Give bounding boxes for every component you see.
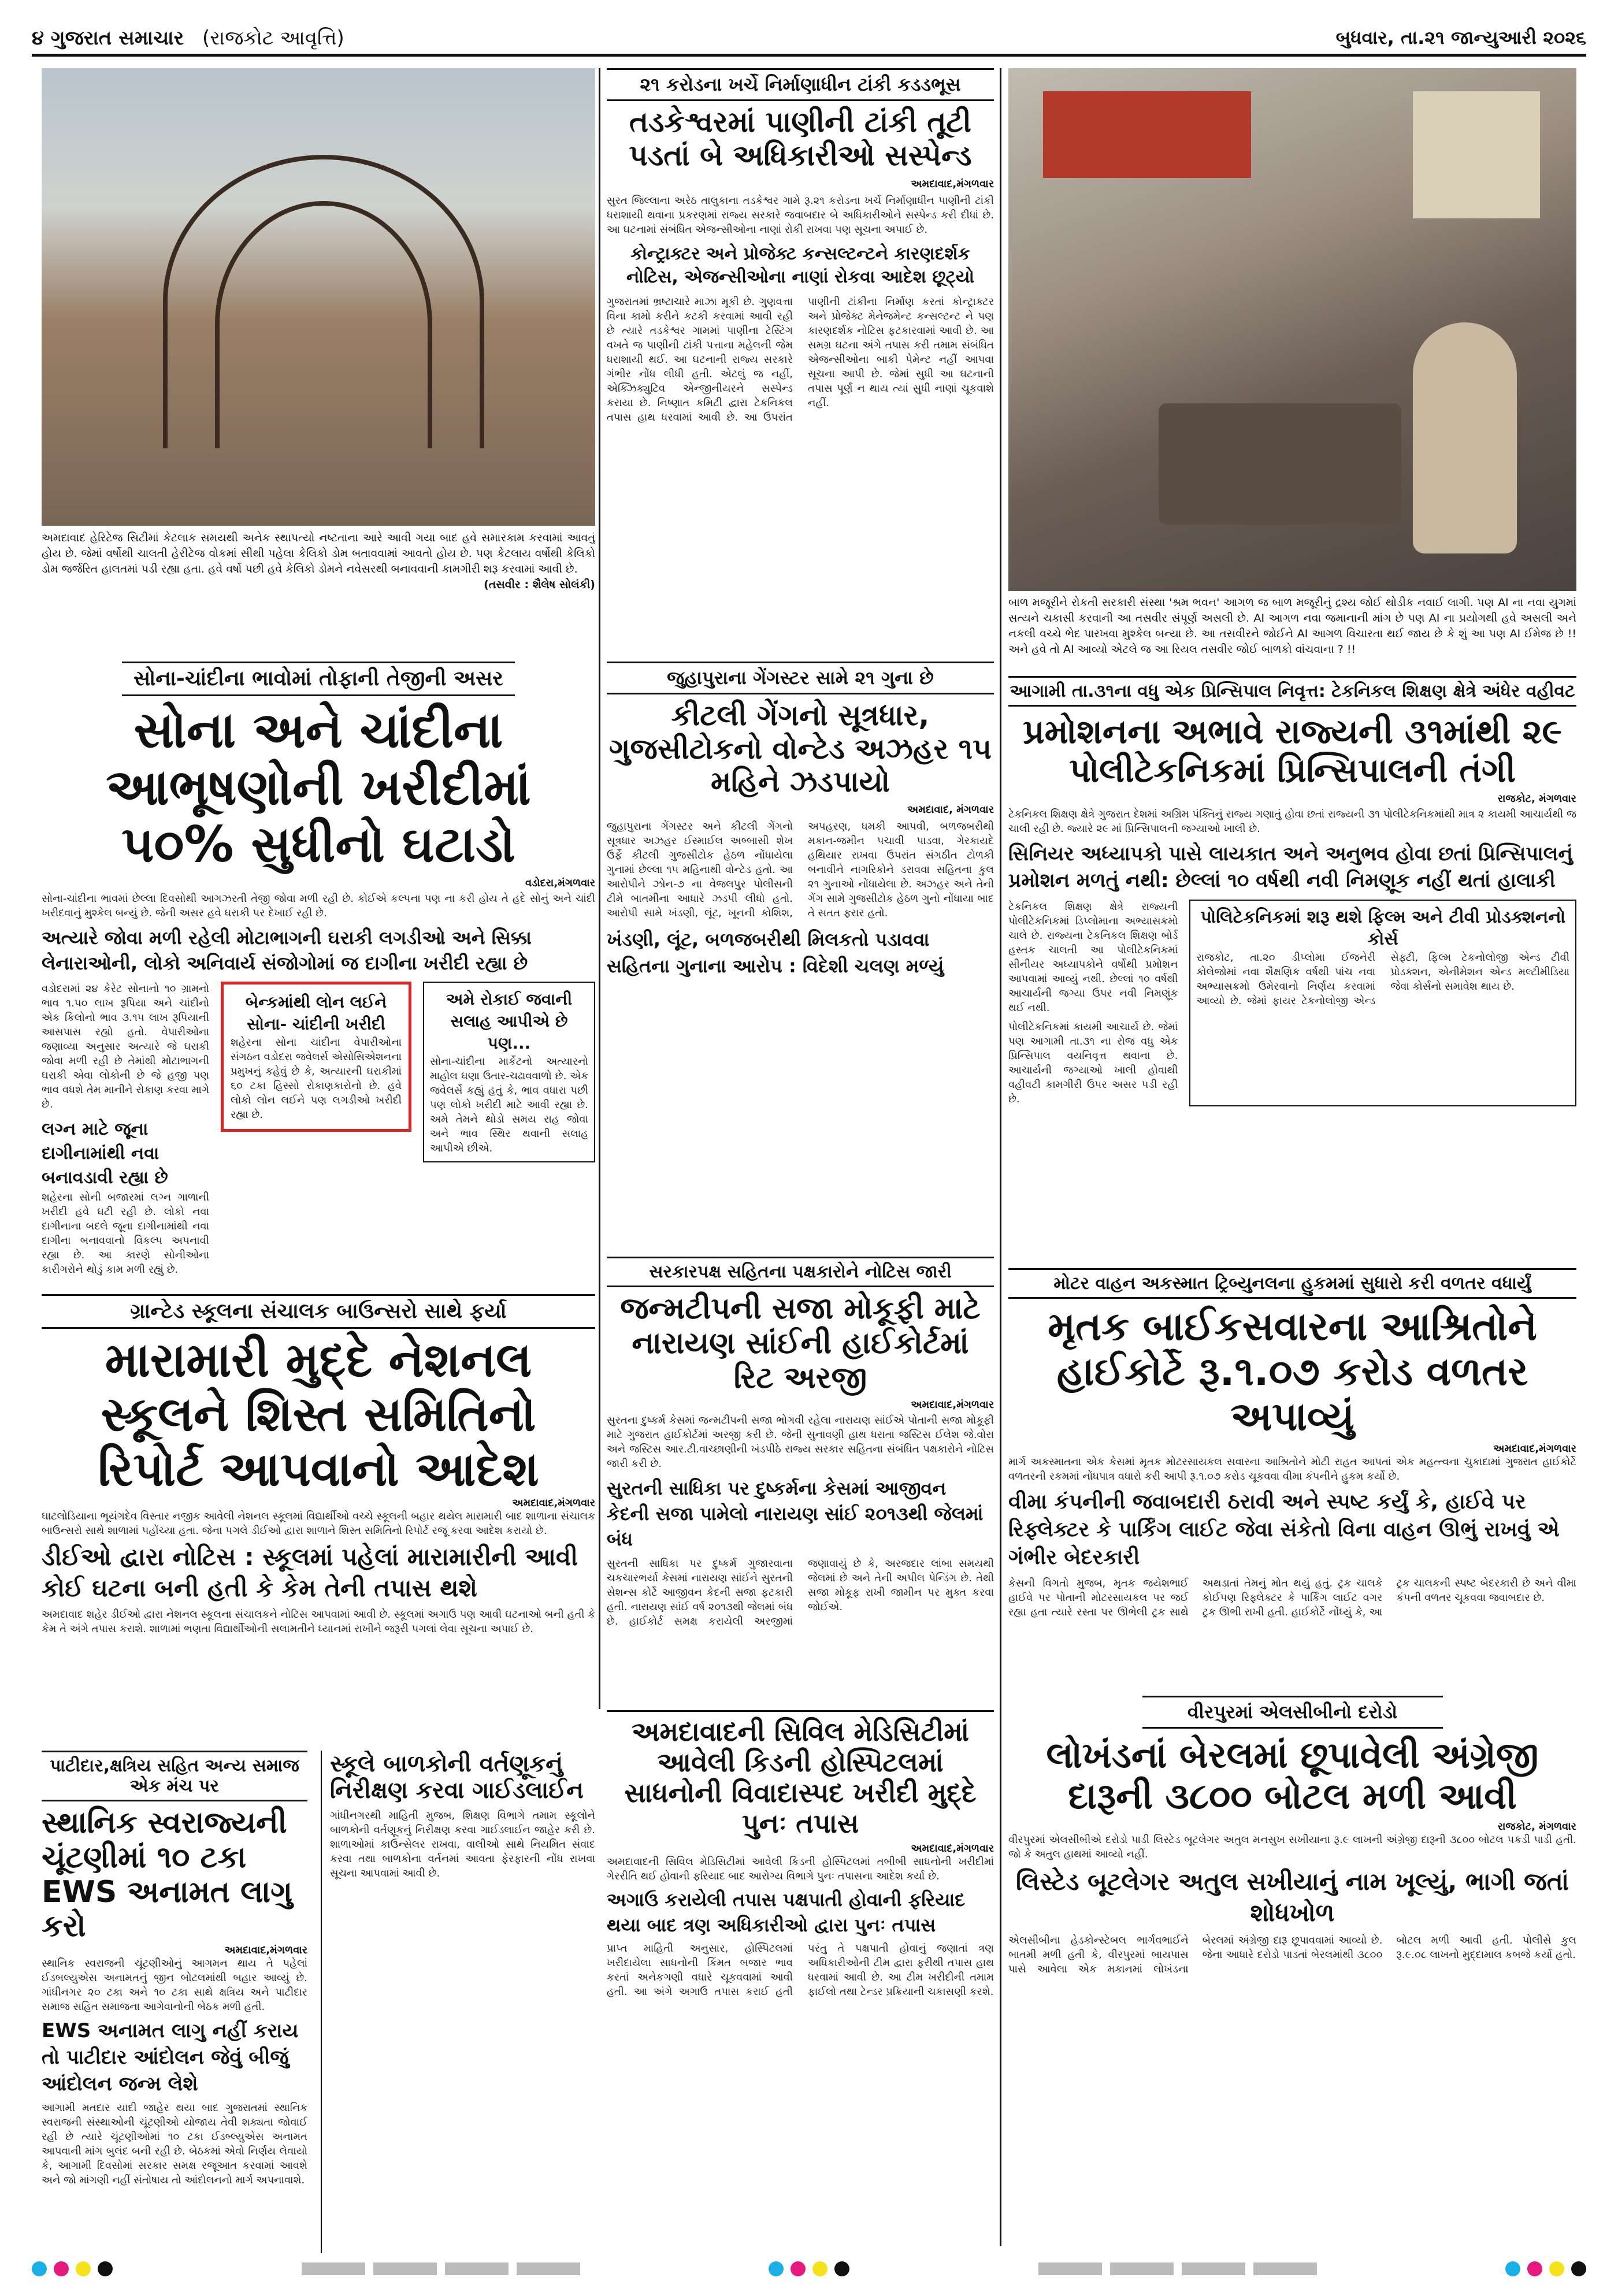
accident-body: કેસની વિગતો મુજબ, મૃતક જયેશભાઈ હાઈવે પર પોતાની મોટરસાયકલ પર જઈ રહ્યા હતા ત્યારે રસ્તા પર ઊભેલી ટ્રક સાથે અથડાતાં તેમનું મોત થયું હતું. ટ્રક ચાલકે કોઈપણ રિફ્લેક્ટર કે પાર્કિંગ લાઈટ વગર ટ્રક ઊભી રાખી હતી. હાઈકોર્ટે નોંધ્યું કે, આ ટ્રક ચાલકની સ્પષ્ટ બેદરકારી છે અને વીમા કંપની વળતર ચૂકવવા જવાબદાર છે. (1008, 1577, 1576, 1618)
accident-subhead: વીમા કંપનીની જવાબદારી ઠરાવી અને સ્પષ્ટ કર્યું કે, હાઈવે પર રિફ્લેક્ટર કે પાર્કિંગ લાઈટ જેવા સંકેતો વિના વાહન ઊભું રાખવું એ ગંભીર બેદરકારી (1008, 1489, 1560, 1569)
liquor-headline: લોખંડનાં બેરલમાં છૂપાવેલી અંગ્રેજી દારૂની ૩૮૦૦ બોટલ મળી આવી (1046, 1734, 1539, 1818)
footpath-stall-graphic (1159, 403, 1401, 525)
tank-subhead: કોન્ટ્રાક્ટર અને પ્રોજેક્ટ કન્સલ્ટન્ટને કારણદર્શક નોટિસ, એજન્સીઓના નાણાં રોકવા આદેશ છૂટ્યો (626, 244, 975, 287)
cyan-dot (32, 2261, 47, 2276)
gold-body: વડોદરામાં ૨૪ કેરેટ સોનાનો ૧૦ ગ્રામનો ભાવ ૧.૫૦ લાખ રૂપિયા અને ચાંદીનો એક કિલોનો ભાવ ૩.૧૫ લાખ રૂપિયાની આસપાસ રહ્યો હતો. વેપારીઓના જણાવ્યા અનુસાર અત્યારે જે ઘરાકી જોવા મળી રહી છે તેમાંથી મોટાભાગની ઘરાકી એવા લોકોની છે જે હજી પણ ભાવ વધશે તેમ માનીને રોકાણ કરવા માગે છે. (42, 982, 209, 1110)
grey-bar (517, 2262, 580, 2275)
gold-lead: સોના-ચાંદીના ભાવમાં છેલ્લા દિવસોથી આગઝરતી તેજી જોવા મળી રહી છે. કોઈએ કલ્પના પણ ના કરી હોય તે હદે સોનું અને ચાંદી ખરીદવાનું મુશ્કેલ બન્યું છે. જેની અસર હવે ઘરાકી પર દેખાઈ રહી છે. (42, 892, 595, 919)
narayan-kicker: સરકારપક્ષ સહિતના પક્ષકારોને નોટિસ જારી (607, 1257, 994, 1287)
tank-collapse-story (607, 68, 994, 605)
gold-columns (42, 982, 595, 1277)
narayan-dateline: અમદાવાદ,મંગળવાર (911, 1399, 994, 1411)
polytechnic-kicker: આગામી તા.૩૧ના વધુ એક પ્રિન્સિપાલ નિવૃત્ત: ટેકનિકલ શિક્ષણ ક્ષેત્રે અંધેર વહીવટ (1008, 676, 1576, 707)
ews-headline: સ્થાનિક સ્વરાજ્યની ચૂંટણીમાં ૧૦ ટકા EWS અનામત લાગુ કરો (42, 1805, 293, 1944)
grey-bar (1038, 2262, 1102, 2275)
gangster-headline: કીટલી ગેંગનો સૂત્રધાર, ગુજસીટોકનો વોન્ટેડ અઝહર ૧૫ મહિને ઝડપાયો (609, 699, 992, 798)
accident-compensation-story (1008, 1268, 1576, 1690)
accident-dateline: અમદાવાદ,મંગળવાર (1493, 1442, 1576, 1455)
red-truck-graphic (1043, 91, 1251, 178)
ews-dateline: અમદાવાદ,મંગળવાર (224, 1944, 307, 1957)
registration-dots-right (1505, 2261, 1586, 2276)
gold-dateline: વડોદરા,મંગળવાર (525, 876, 595, 889)
grey-bar (373, 2262, 437, 2275)
yellow-dot (812, 2261, 827, 2276)
bank-loan-box (221, 982, 411, 1132)
narayan-headline: જન્મટીપની સજા મોકૂફી માટે નારાયણ સાંઈની હાઈકોર્ટમાં રિટ અરજી (620, 1291, 981, 1395)
narayan-lead: સુરતના દુષ્કર્મ કેસમાં જન્મટીપની સજા ભોગવી રહેલા નારાયણ સાંઈએ પોતાની સજા મોકૂફી માટે ગુજરાત હાઈકોર્ટમાં અરજી કરી છે. જેની સુનાવણી હાથ ધરાતા જસ્ટિસ ઈલેશ જે.વોરા અને જસ્ટિસ આર.ટી.વાચ્છાણીની ખંડપીઠે રાજ્ય સરકાર સહિતના સંબંધિત પક્ષકારોને નોટિસ જારી કરી છે. (607, 1414, 994, 1470)
advice-box-body: સોના-ચાંદીના માર્કેટનો અત્યારનો માહોલ ઘણા ઉતાર-ચઢાવવાળો છે. એક જવેલર્સે કહ્યું હતું કે, ભાવ વધારા પછી પણ લોકો ખરીદી માટે આવી રહ્યા છે. અમે તેમને થોડો સમય રાહ જોવા અને ભાવ સ્થિર થવાની સલાહ આપીએ છીએ. (430, 1055, 588, 1154)
tank-kicker: ૨૧ કરોડના ખર્ચે નિર્માણાધીન ટાંકી કડડભૂસ (607, 68, 994, 101)
gangster-subhead: ખંડણી, લૂંટ, બળજબરીથી મિલકતો પડાવવા સહિતના ગુનાના આરોપ : વિદેશી ચલણ મળ્યું (607, 928, 944, 977)
magenta-dot (791, 2261, 806, 2276)
ews-lead: સ્થાનિક સ્વરાજની ચૂંટણીઓનું આગમન થાય તે પહેલાં ઈડબલ્યુએસ અનામતનું જીન બોટલમાંથી બહાર આવ્યું છે. ગાંધીનગર ૨૦ ટકા અને ૧૦ ટકા સાથે ક્ષત્રિય અને પાટીદાર સમાજ સહિત સમાજના આગેવાનોની બેઠક મળી હતી. (42, 1957, 307, 2013)
gold-subhead: અત્યારે જોવા મળી રહેલી મોટાભાગની ઘરાકી લગડીઓ અને સિક્કા લેનારાઓની, લોકો અનિવાર્ય સંજોગોમાં જ દાગીના ખરીદી રહ્યા છે (42, 926, 532, 974)
ews-reservation-story (42, 1751, 307, 2253)
school-body: અમદાવાદ શહેર ડીઈઓ દ્વારા નેશનલ સ્કૂલના સંચાલકને નોટિસ આપવામાં આવી છે. સ્કૂલમાં અગાઉ પણ આવી ઘટનાઓ બની હતી કે કેમ તે અંગે તપાસ કરાશે. શાળામાં ભણતા વિદ્યાર્થીઓની સલામતીને ધ્યાનમાં રાખીને જરૂરી પગલાં લેવા સૂચના અપાઈ છે. (42, 1608, 595, 1635)
polytechnic-headline: પ્રમોશનના અભાવે રાજ્યની ૩૧માંથી ૨૯ પોલીટેકનિકમાં પ્રિન્સિપાલની તંગી (1023, 712, 1562, 790)
film-course-box-title: પોલિટેકનિકમાં શરૂ થશે ફિલ્મ અને ટીવી પ્રોડક્શનનો કોર્સ (1200, 907, 1566, 950)
school-guideline-column (321, 1751, 595, 2253)
accident-lead: માર્ગ અકસ્માતના એક કેસમાં મૃતક મોટરસાયકલ સવારના આશ્રિતોને મોટી રાહત આપતાં એક મહત્ત્વના ચુકાદામાં ગુજરાત હાઈકોર્ટે વળતરની રકમમાં નોંધપાત્ર વધારો કરી આપી રૂ.૧.૦૭ કરોડ ચૂકવવા વીમા કંપનીને હુકમ કર્યો છે. (1008, 1455, 1576, 1483)
masthead-left (32, 27, 344, 50)
yellow-dot (76, 2261, 91, 2276)
grey-bar (1110, 2262, 1174, 2275)
bank-loan-box-title: બેન્કમાંથી લોન લઈને સોના- ચાંદીની ખરીદી (245, 992, 387, 1034)
tank-dateline: અમદાવાદ,મંગળવાર (911, 178, 994, 190)
polytechnic-body-2: પોલીટેકનિકમાં કાયમી આચાર્ય છે. જેમાં પણ આગામી તા.૩૧ ના રોજ વધુ એક પ્રિન્સિપાલ વયનિવૃત્ત થવાના છે. આચાર્યની જગ્યાઓ ખાલી હોવાથી વહીવટી કામગીરી ઉપર અસર પડી રહી છે. (1008, 1021, 1178, 1106)
polytechnic-subhead: સિનિયર અધ્યાપકો પાસે લાયકાત અને અનુભવ હોવા છતાં પ્રિન્સિપાલનું પ્રમોશન મળતું નથી: છેલ્લાં ૧૦ વર્ષથી નવી નિમણૂક નહીં થતાં હાલાકી (1008, 842, 1573, 893)
registration-bars (1038, 2262, 1317, 2275)
polytechnic-columns (1008, 900, 1576, 1106)
gangster-kicker: જુહાપુરાના ગેંગસ્ટર સામે ૨૧ ગુના છે (607, 662, 994, 694)
kidney-subhead: અગાઉ કરાયેલી તપાસ પક્ષપાતી હોવાની ફરિયાદ થયા બાદ ત્રણ અધિકારીઓ દ્વારા પુનઃ તપાસ (607, 1888, 966, 1936)
accident-kicker: મોટર વાહન અકસ્માત ટ્રિબ્યુનલના હુકમમાં સુધારો કરી વળતર વધાર્યું (1008, 1268, 1576, 1299)
narayan-sai-story (607, 1257, 994, 1701)
edition-label: (રાજકોટ આવૃત્તિ) (202, 26, 344, 50)
school-lead: ઘાટલોડિયાના ભૂયંગદેવ વિસ્તાર નજીક આવેલી નેશનલ સ્કૂલમાં વિદ્યાર્થીઓ વચ્ચે સ્કૂલની બહાર થયેલ મારામારી બાદ શાળાના સંચાલક બાઉન્સરો સાથે શાળામાં પહોંચ્યા હતા. જેના પગલે ડીઈઓ દ્વારા શાળાને શિસ્ત સમિતિનો રિપોર્ટ રજૂ કરવા આદેશ કરાયો છે. (42, 1510, 595, 1537)
child-labour-photo (1008, 68, 1576, 591)
gold-col-2 (221, 982, 411, 1277)
kidney-hospital-story (607, 1710, 994, 2253)
kidney-lead: અમદાવાદની સિવિલ મેડિસિટીમાં આવેલી કિડની હોસ્પિટલમાં તબીબી સાધનોની ખરીદીમાં ગેરરીતિ થઈ હોવાની ફરિયાદ બાદ આરોગ્ય વિભાગે પુનઃ તપાસના આદેશ કર્યા છે. (607, 1855, 994, 1882)
ews-kicker: પાટીદાર,ક્ષત્રિય સહિત અન્ય સમાજ એક મંચ પર (42, 1751, 307, 1801)
accident-headline: મૃતક બાઈકસવારના આશ્રિતોને હાઈકોર્ટે રૂ.૧.૦૭ કરોડ વળતર અપાવ્યું (1048, 1304, 1537, 1440)
film-course-box-body: રાજકોટ, તા.૨૦ ડીપ્લોમા ઈજનેરી કોલેજોમાં નવા શૈક્ષણિક વર્ષથી પાંચ નવા અભ્યાસક્રમો ઉમેરવાનો નિર્ણય કરવામાં આવ્યો છે. જેમાં ફાયર ટેકનોલોજી એન્ડ સેફ્ટી, ફિલ્મ ટેકનોલોજી એન્ડ ટીવી પ્રોડક્શન, એનીમેશન એન્ડ મલ્ટીમીડિયા જેવા કોર્સનો સમાવેશ થાય છે. (1196, 952, 1569, 1008)
child-labour-caption: બાળ મજૂરીને રોકતી સરકારી સંસ્થા 'શ્રમ ભવન' આગળ જ બાળ મજૂરીનું દ્રશ્ય જોઈ થોડીક નવાઈ લાગી. પણ AI ના નવા યુગમાં સત્યને ચકાસી કરવાની આ તસવીર સંપૂર્ણ અસલી છે. AI આગળ નવા જમાનાની માંગ છે પણ AI ના પ્રયોગથી હવે અસલી અને નકલી વચ્ચે ભેદ પારખવા મુશ્કેલ બન્યા છે. આ તસવીરને જોઈને AI આગળ વિચારતા થઈ જાય છે કે શું આ પણ AI ઈમેજ છે !! અને હવે તો AI આવ્યો એટલે જ આ રિયલ તસવીર જોઈ બાળકો વાંચવાના ? !! (1008, 596, 1576, 656)
registration-dots-left (32, 2261, 113, 2276)
issue-date: બુધવાર, તા.૨૧ જાન્યુઆરી ૨૦૨૬ (1335, 27, 1586, 49)
polytechnic-lead: ટેકનિકલ શિક્ષણ ક્ષેત્રે ગુજરાત દેશમાં અગ્રિમ પંક્તિનું રાજ્ય ગણાતું હોવા છતાં રાજ્યની ૩૧ પોલીટેકનિકમાંથી માત્ર ૨ કાયમી આચાર્યથી જ ચાલી રહી છે. જ્યારે ૨૯ માં પ્રિન્સિપાલની જગ્યાઓ ખાલી છે. (1008, 808, 1576, 835)
bank-loan-box-body: શહેરના સોના ચાંદીના વેપારીઓના સંગઠન વડોદરા જવેલર્સ એસોસિએશનના પ્રમુખનું કહેવું છે કે, અત્યારની ઘરાકીમાં ૬૦ ટકા હિસ્સો રોકાણકારોનો છે. હવે લોકો લોન લઈને પણ લગડીઓ ખરીદી રહ્યા છે. (231, 1036, 402, 1121)
liquor-kicker: વીરપુરમાં એલસીબીનો દરોડો (1142, 1696, 1443, 1729)
ews-body: આગામી મતદાર યાદી જાહેર થયા બાદ ગુજરાતમાં સ્થાનિક સ્વરાજની સંસ્થાઓની ચૂંટણીઓ યોજાય તેવી શક્યતા જોવાઈ રહી છે ત્યારે ચૂંટણીઓમાં ૧૦ ટકા ઈડબ્લ્યુએસ અનામત આપવાની માંગ બુલંદ બની રહી છે. બેઠકમાં એવો નિર્ણય લેવાયો કે, આગામી દિવસોમાં સરકાર સમક્ષ રજૂઆત કરવામાં આવશે અને જો માંગણી નહીં સંતોષાય તો આંદોલનનો માર્ગ અપનાવાશે. (42, 2102, 307, 2187)
narayan-subhead: સુરતની સાધિકા પર દુષ્કર્મના કેસમાં આજીવન કેદની સજા પામેલો નારાયણ સાંઈ ૨૦૧૩થી જેલમાં બંધ (607, 1477, 984, 1551)
polytechnic-story (1008, 676, 1576, 1260)
liquor-subhead: લિસ્ટેડ બૂટલેગર અતુલ સખીયાનું નામ ખૂલ્યું, ભાગી જતાં શોધખોળ (1015, 1867, 1569, 1927)
child-figure-graphic (1413, 322, 1517, 553)
liquor-dateline: રાજકોટ, મંગળવાર (1497, 1820, 1576, 1833)
tank-body: ગુજરાતમાં ભ્રષ્ટાચારે માઝા મૂકી છે. ગુણવત્તા વિના કામો કરીને કટકી કરવામાં આવી રહી છે ત્યારે તડકેશ્વર ગામમાં પાણીના ટેસ્ટિંગ વખતે જ પાણીની ટાંકી પત્તાના મહેલની જેમ ધરાશાયી થઈ. આ ઘટનાની રાજ્ય સરકારે ગંભીર નોંધ લીધી હતી. એટલું જ નહીં, એક્ઝિક્યુટિવ એન્જીનીયરને સસ્પેન્ડ કરાયા છે. નિષ્ણાત કમિટી દ્વારા ટેકનિકલ તપાસ હાથ ધરવામાં આવી છે. આ ઉપરાંત પાણીની ટાંકીના નિર્માણ કરતાં કોન્ટ્રાક્ટર અને પ્રોજેક્ટ મેનેજમેન્ટ કન્સલ્ટન્ટ ને પણ કારણદર્શક નોટિસ ફટકારવામાં આવી છે. આ સમગ્ર ઘટના અંગે તપાસ કરી તમામ સંબંધિત એજન્સીઓના બાકી પેમેન્ટ નહીં આપવા સૂચના આપી છે. જેમાં સુધી આ ઘટનાની તપાસ પૂર્ણ ન થાય ત્યાં સુધી નાણાં ચૂકવાશે નહીં. (607, 296, 994, 423)
black-dot (98, 2261, 113, 2276)
registration-bars (302, 2262, 580, 2275)
liquor-seizure-story (1008, 1696, 1576, 2253)
black-dot (834, 2261, 849, 2276)
gold-body-2: શહેરના સોની બજારમાં લગ્ન ગાળાની ખરીદી હવે ઘટી રહી છે. લોકો નવા દાગીનાના બદલે જૂના દાગીનામાંથી નવા દાગીના બનાવવાનો વિકલ્પ અપનાવી રહ્યા છે. આ કારણે સોનીઓના કારીગરોને થોડું કામ મળી રહ્યું છે. (42, 1191, 209, 1276)
school-headline: મારામારી મુદ્દે નેશનલ સ્કૂલને શિસ્ત સમિતિનો રિપોર્ટ આપવાનો આદેશ (98, 1333, 539, 1497)
gold-kicker: સોના-ચાંદીના ભાવોમાં તોફાની તેજીની અસર (122, 662, 515, 696)
polytechnic-body: ટેકનિકલ શિક્ષણ ક્ષેત્રે રાજ્યની પોલીટેકનિકમાં ડિપ્લોમાના અભ્યાસક્રમો ચાલે છે. રાજ્યના ટેકનિકલ શિક્ષણ બોર્ડ હસ્તક ચાલતી આ પોલીટેકનિકમાં સીનીયર અધ્યાપકોને વર્ષોથી પ્રમોશન આપવામાં આવ્યું નથી. છેલ્લાં ૧૦ વર્ષથી આચાર્યની જગ્યા ઉપર નવી નિમણૂંક થઈ નથી. (1008, 901, 1178, 1015)
gold-silver-story (42, 662, 595, 1286)
grey-bar (445, 2262, 509, 2275)
photo-credit: (તસવીર : શૈલેષ સોલંકી) (484, 578, 595, 591)
column-rule (599, 68, 600, 1709)
caption-text: અમદાવાદ હેરિટેજ સિટીમાં કેટલાક સમયથી અનેક સ્થાપત્યો નષ્ટતાના આરે આવી ગયા બાદ હવે સમારકામ કરવામાં આવતું હોય છે. જેમાં વર્ષોથી ચાલતી હેરીટેજ વોકમાં સીથી પહેલા કેલિકો ડોમ બતાવવામાં આવતો હોય છે. પણ કેટલાય વર્ષોથી કેલિકો ડોમ જર્જરિત હાલતમાં પડી રહ્યા હતા. હવે વર્ષો પછી હવે કેલિકો ડોમને નવેસરથી બનાવવાની કામગીરી શરૂ કરવામાં આવી છે. (42, 532, 595, 575)
grey-bar (1182, 2262, 1245, 2275)
school-kicker: ગ્રાન્ટેડ સ્કૂલના સંચાલક બાઉન્સરો સાથે ફર્યા (42, 1294, 595, 1329)
grey-bar (1253, 2262, 1317, 2275)
magenta-dot (1527, 2261, 1542, 2276)
yellow-dot (1549, 2261, 1564, 2276)
gold-subhead-2: લગ્ન માટે જૂના દાગીનામાંથી નવા બનાવડાવી રહ્યા છે (42, 1119, 168, 1188)
school-subhead: ડીઈઓ દ્વારા નોટિસ : સ્કૂલમાં પહેલાં મારામારીની આવી કોઈ ઘટના બની હતી કે કેમ તેની તપાસ થશે (42, 1542, 578, 1602)
calico-dome-caption (42, 530, 595, 600)
gold-headline: સોના અને ચાંદીના આભૂષણોની ખરીદીમાં ૫૦% સુધીનો ઘટાડો (106, 701, 531, 874)
cyan-dot (1505, 2261, 1520, 2276)
print-registration-strip (32, 2256, 1586, 2282)
national-school-story (42, 1294, 595, 1745)
liquor-lead: વીરપુરમાં એલસીબીએ દરોડો પાડી લિસ્ટેડ બૂટલેગર અતુલ મનસુખ સખીયાના રૂ.૯ લાખની અંગ્રેજી દારૂની ૩૮૦૦ બોટલ પકડી પાડી હતી. જો કે અતુલ હાથમાં આવ્યો નહીં. (1008, 1833, 1576, 1860)
page-label: ૪ ગુજરાત સમાચાર (32, 26, 184, 50)
gangster-body: જુહાપુરાના ગેંગસ્ટર અને કીટલી ગેંગનો સૂત્રધાર અઝહર ઈસ્માઈલ અબ્બાસી શેખ ઉર્ફે કીટલી ગુજસીટોક હેઠળ નોંધાયેલા ગુનામાં છેલ્લા ૧૫ મહિનાથી વોન્ટેડ હતો. આ આરોપીને ઝોન-૭ ના વેજલપુર પોલીસની ટીમે બાતમીના આધારે ઝડપી લીધો હતો. આરોપી સામે ખંડણી, લૂંટ, ખૂનની કોશિશ, અપહરણ, ધમકી આપવી, બળજબરીથી મકાન-જમીન પચાવી પાડવા, ગેરકાયદે હથિયાર રાખવા ઉપરાંત સંગઠીત ટોળકી બનાવીને નાગરિકોને ડરાવવા સહિતના કુલ ૨૧ ગુનાઓ નોંધાયેલા છે. અઝહર અને તેની ગેંગ સામે ગુજસીટોક હેઠળ ગુનો નોંધાયા બાદ તે સતત ફરાર હતો. (607, 820, 994, 919)
cyan-dot (769, 2261, 784, 2276)
grey-bar (302, 2262, 365, 2275)
film-course-box (1189, 900, 1576, 1106)
advice-box-title: અમે રોકાઈ જવાની સલાહ આપીએ છે પણ... (446, 989, 573, 1053)
gangster-story (607, 662, 994, 1248)
building-graphic (1413, 91, 1540, 218)
polytechnic-dateline: રાજકોટ, મંગળવાર (1497, 793, 1576, 805)
page-masthead (32, 22, 1586, 57)
ews-subhead: EWS અનામત લાગુ નહીં કરાય તો પાટીદાર આંદોલન જેવું બીજું આંદોલન જન્મ લેશે (42, 2019, 299, 2096)
school-guideline-title: સ્કૂલે બાળકોની વર્તણૂકનું નિરીક્ષણ કરવા ગાઈડલાઈન (330, 1751, 584, 1804)
gold-col-1 (42, 982, 209, 1277)
magenta-dot (54, 2261, 69, 2276)
school-guideline-body: ગાંધીનગરથી માહિતી મુજબ, શિક્ષણ વિભાગે તમામ સ્કૂલોને બાળકોની વર્તણૂકનું નિરીક્ષણ કરવા ગાઈડલાઈન જાહેર કરી છે. શાળાઓમાં કાઉન્સેલર રાખવા, વાલીઓ સાથે નિયમિત સંવાદ કરવા તથા બાળકોના વર્તનમાં આવતા ફેરફારની નોંધ રાખવા સૂચના આપવામાં આવી છે. (330, 1810, 595, 1879)
registration-dots-center (769, 2261, 849, 2276)
tank-headline: તડકેશ્વરમાં પાણીની ટાંકી તૂટી પડતાં બે અધિકારીઓ સસ્પેન્ડ (629, 105, 972, 172)
narayan-body: સુરતની સાધિકા પર દુષ્કર્મ ગુજારવાના ચકચારભર્યા કેસમાં નારાયણ સાંઈને સુરતની સેશન્સ કોર્ટે આજીવન કેદની સજા ફટકારી હતી. નારાયણ સાંઈ વર્ષ ૨૦૧૩થી જેલમાં બંધ છે. હાઈકોર્ટ સમક્ષ કરાયેલી અરજીમાં જણાવાયું છે કે, અરજદાર લાંબા સમયથી જેલમાં છે અને તેની અપીલ પેન્ડિંગ છે. તેથી સજા મોકૂફ રાખી જામીન પર મુક્ત કરવા જોઈએ. (607, 1558, 994, 1628)
tank-lead: સુરત જિલ્લાના અરેઠ તાલુકાના તડકેશ્વર ગામે રૂ.૨૧ કરોડના ખર્ચે નિર્માણાધીન પાણીની ટાંકી ધરાશાયી થવાના પ્રકરણમાં રાજ્ય સરકારે જવાબદાર બે અધિકારીઓને સસ્પેન્ડ કરી દીધાં છે. આ ઘટનામાં સંબંધિત એજન્સીઓના નાણાં રોકી રાખવા પણ સૂચના અપાઈ છે. (607, 195, 994, 236)
black-dot (1571, 2261, 1586, 2276)
kidney-body: પ્રાપ્ત માહિતી અનુસાર, હોસ્પિટલમાં ખરીદાયેલા સાધનોની કિંમત બજાર ભાવ કરતાં અનેકગણી વધારે ચૂકવવામાં આવી હતી. આ અંગે અગાઉ તપાસ કરાઈ હતી પરંતુ તે પક્ષપાતી હોવાનું જણાતાં ત્રણ અધિકારીઓની ટીમ દ્વારા ફરીથી તપાસ હાથ ધરવામાં આવી છે. આ ટીમ ખરીદીની તમામ ફાઈલો તથા ટેન્ડર પ્રક્રિયાની ચકાસણી કરશે. (607, 1942, 994, 1998)
kidney-headline: અમદાવાદની સિવિલ મેડિસિટીમાં આવેલી કિડની હોસ્પિટલમાં સાધનોની વિવાદાસ્પદ ખરીદી મુદ્દે પુનઃ તપાસ (607, 1710, 994, 1839)
calico-dome-photo (42, 68, 595, 526)
gangster-dateline: અમદાવાદ, મંગળવાર (907, 803, 994, 816)
kidney-dateline: અમદાવાદ,મંગળવાર (911, 1842, 994, 1855)
polytechnic-col-1 (1008, 900, 1178, 1106)
column-rule (1000, 68, 1001, 2246)
gold-col-3 (423, 982, 595, 1277)
liquor-body: એલસીબીના હેડકોન્સ્ટેબલ ભાર્ગવભાઈને બાતમી મળી હતી કે, વીરપુરમાં બાયપાસ પાસે આવેલા એક મકાનમાં લોખંડના બેરલમાં અંગ્રેજી દારૂ છૂપાવવામાં આવ્યો છે. જેના આધારે દરોડો પાડતાં બેરલમાંથી ૩૮૦૦ બોટલ મળી આવી હતી. પોલીસે કુલ રૂ.૯.૦૮ લાખનો મુદ્દામાલ કબજે કર્યો હતો. (1008, 1934, 1576, 1975)
school-dateline: અમદાવાદ,મંગળવાર (512, 1496, 595, 1509)
advice-box (423, 982, 595, 1162)
dome-structure-inner-graphic (215, 201, 432, 448)
